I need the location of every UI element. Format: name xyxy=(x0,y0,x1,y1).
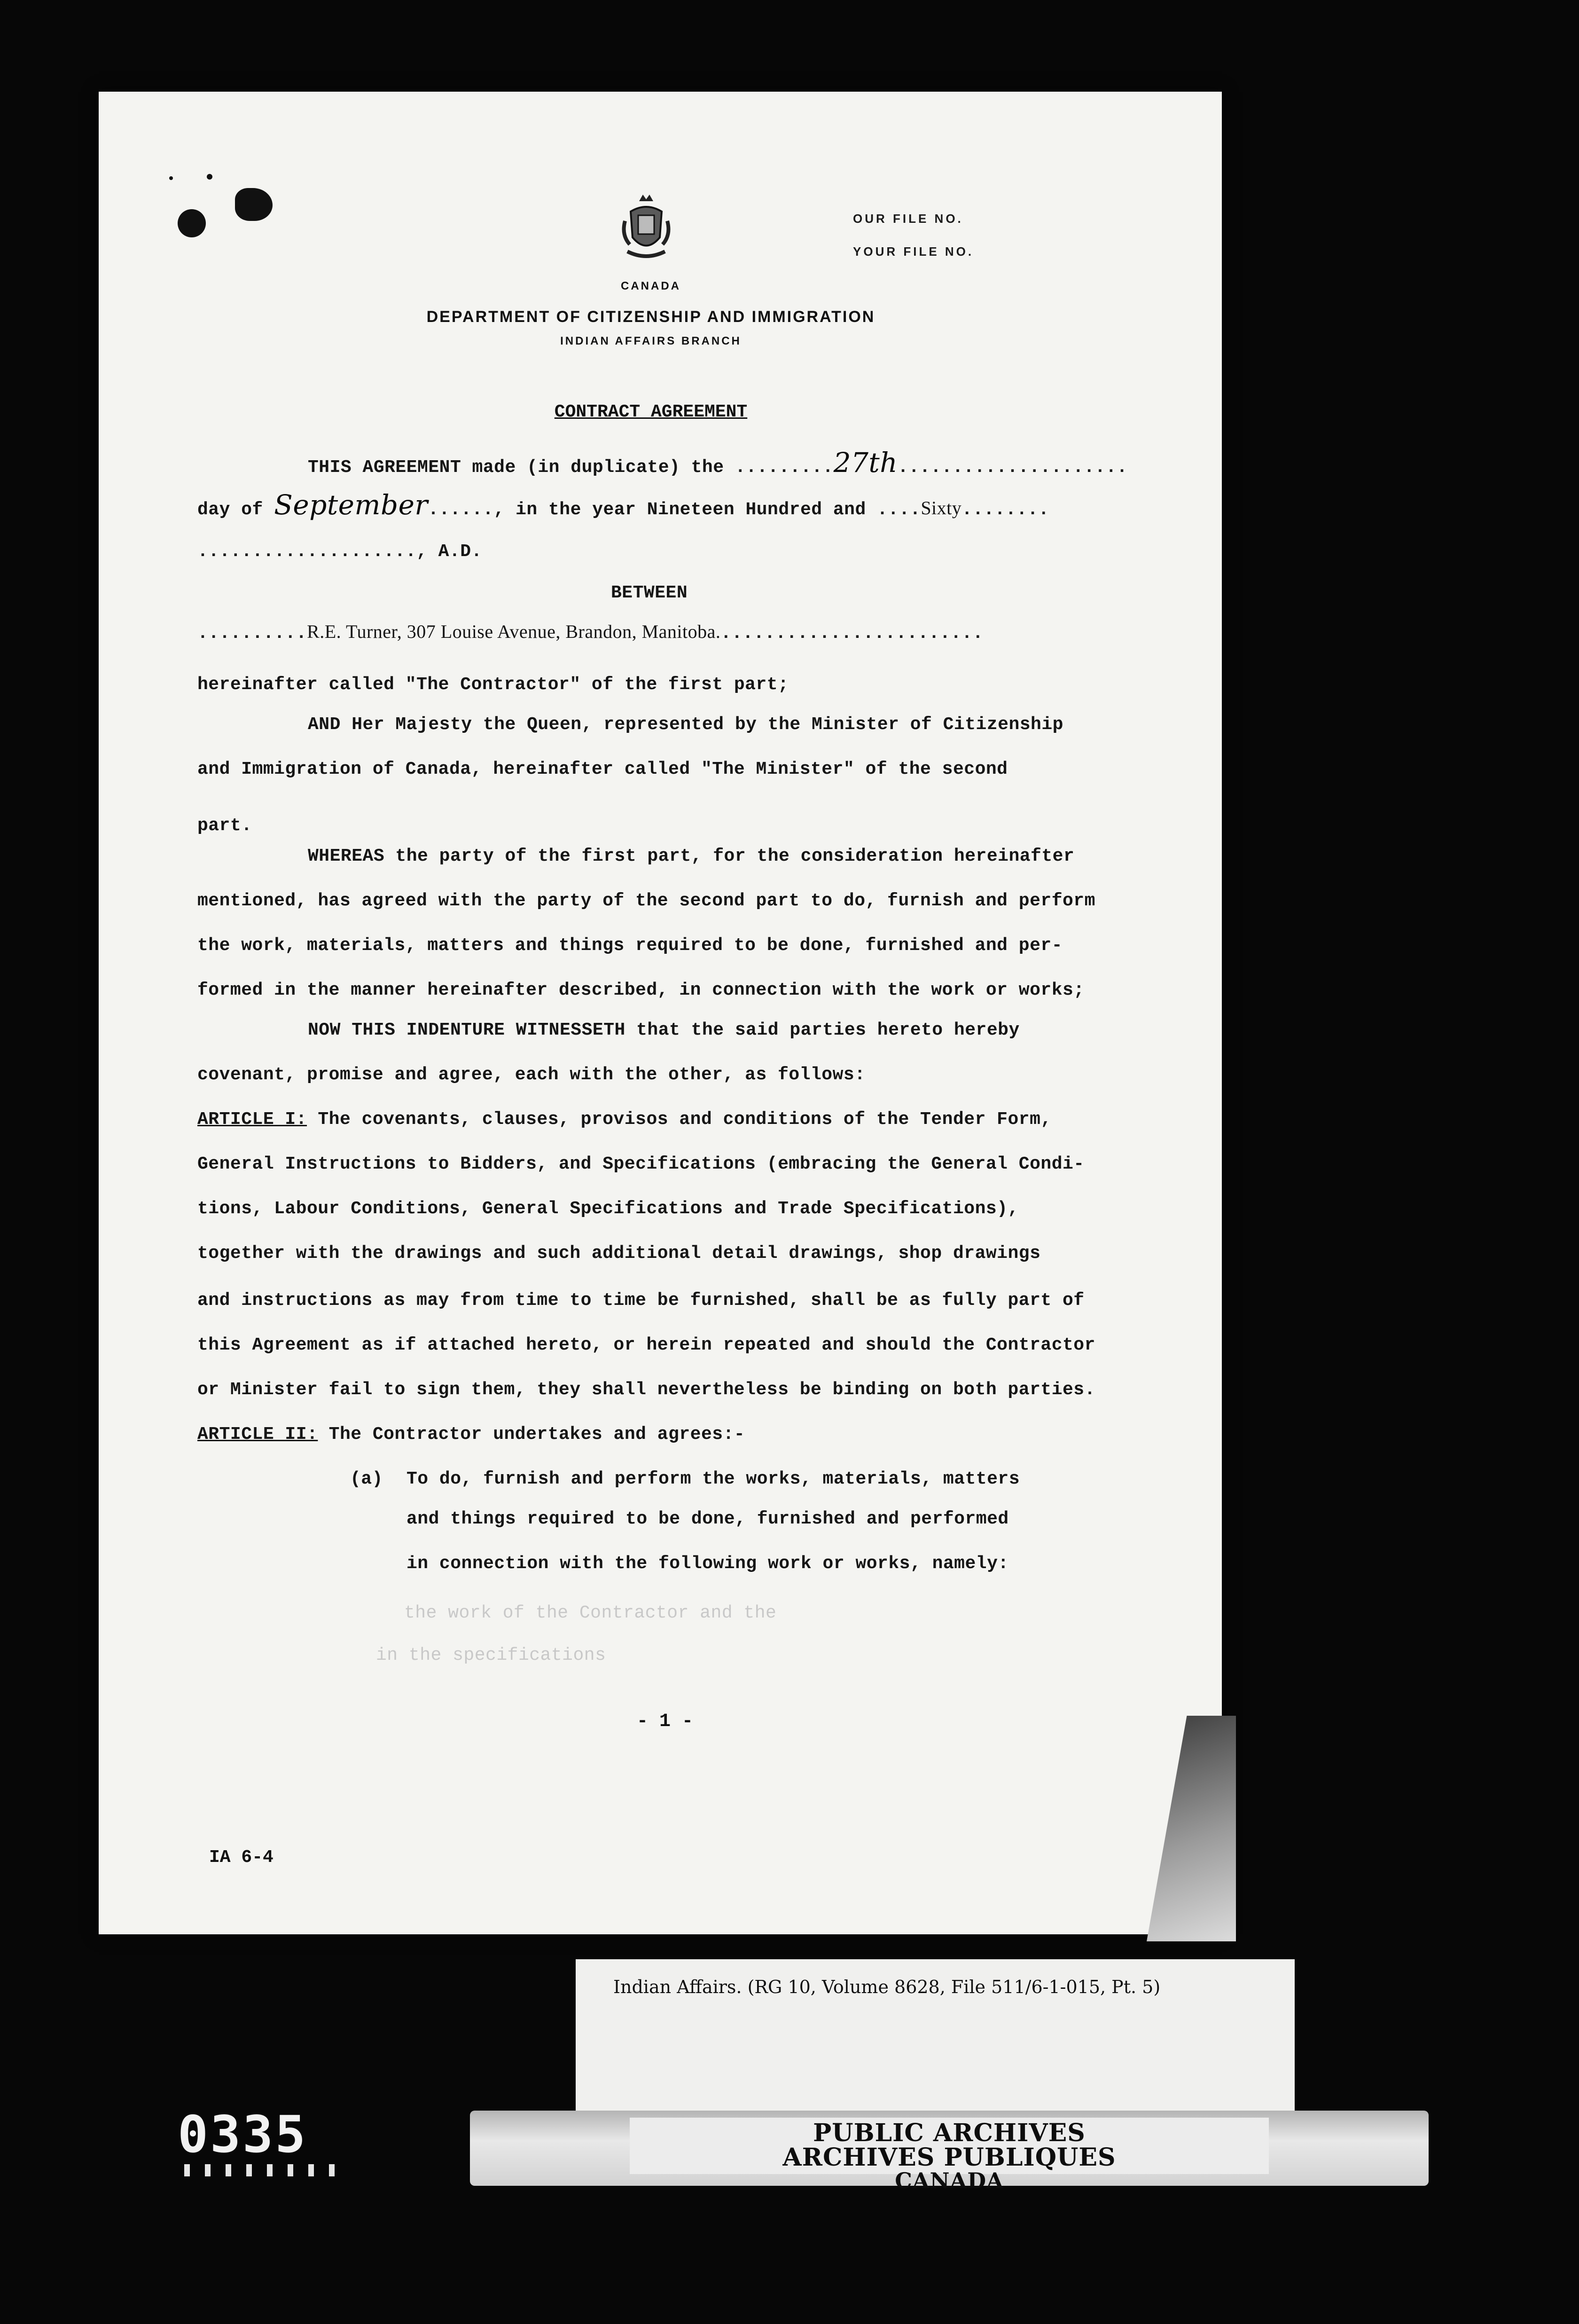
frame-number: 0335 xyxy=(178,2110,308,2160)
minister-line: and Immigration of Canada, hereinafter called "The Minister" of the second xyxy=(197,759,1008,779)
document-title xyxy=(0,402,1302,422)
clause-a-label: (a) xyxy=(350,1469,383,1489)
article-1-line: or Minister fail to sign them, they shall nevertheless be binding on both parties. xyxy=(197,1380,1095,1400)
article-1-line: together with the drawings and such additional detail drawings, shop drawings xyxy=(197,1243,1041,1264)
whereas-line: formed in the manner hereinafter described, in connection with the work or works; xyxy=(197,980,1085,1000)
article-2-line xyxy=(197,1424,745,1445)
minister-line: part. xyxy=(197,816,252,836)
archive-stamp-line: CANADA xyxy=(895,2168,1004,2193)
typed-year: Sixty xyxy=(921,497,962,518)
year-text: ......, in the year Nineteen Hundred and .... xyxy=(428,500,921,520)
handwritten-month: September xyxy=(274,489,428,521)
bleed-through-text: the work of the Contractor and the xyxy=(404,1603,777,1623)
dot-leader: ..................... xyxy=(898,457,1128,478)
article-1-line: tions, Labour Conditions, General Specifications and Trade Specifications), xyxy=(197,1199,1019,1219)
clause-a-line: To do, furnish and perform the works, materials, matters xyxy=(406,1469,1020,1489)
witnesseth-line: covenant, promise and agree, each with the other, as follows: xyxy=(197,1065,866,1085)
contractor-name-address: R.E. Turner, 307 Louise Avenue, Brandon, Manitoba. xyxy=(307,621,721,642)
ink-blot xyxy=(235,188,273,221)
article-1-line: and instructions as may from time to time be furnished, shall be as fully part of xyxy=(197,1290,1085,1311)
between-heading: BETWEEN xyxy=(611,583,688,603)
our-file-no-label: OUR FILE NO. xyxy=(853,212,963,226)
minister-line: AND Her Majesty the Queen, represented by the Minister of Citizenship xyxy=(308,714,1063,735)
department-heading: DEPARTMENT OF CITIZENSHIP AND IMMIGRATION xyxy=(426,308,875,326)
clause-a-line: in connection with the following work or works, namely: xyxy=(406,1554,1009,1574)
contractor-called-line: hereinafter called "The Contractor" of the first part; xyxy=(197,675,789,695)
dot-leader: ......... xyxy=(735,457,834,478)
contractor-line xyxy=(197,620,984,644)
film-ticks xyxy=(184,2164,335,2176)
article-1-text: The covenants, clauses, provisos and conditions of the Tender Form, xyxy=(307,1109,1052,1130)
archive-reference: Indian Affairs. (RG 10, Volume 8628, File 511/6-1-015, Pt. 5) xyxy=(613,1977,1161,1997)
ink-speck xyxy=(169,176,173,180)
witnesseth-line: NOW THIS INDENTURE WITNESSETH that the said parties hereto hereby xyxy=(308,1020,1020,1040)
whereas-line: the work, materials, matters and things required to be done, furnished and per- xyxy=(197,935,1063,956)
document-page xyxy=(99,92,1222,1934)
archive-stamp-line: PUBLIC ARCHIVES xyxy=(813,2119,1086,2147)
article-1-label: ARTICLE I: xyxy=(197,1109,307,1130)
dot-leader: ........................ xyxy=(720,623,984,644)
whereas-line: mentioned, has agreed with the party of the second part to do, furnish and perform xyxy=(197,891,1095,911)
dot-leader: ........ xyxy=(961,500,1049,520)
whereas-line: WHEREAS the party of the first part, for the consideration hereinafter xyxy=(308,846,1075,866)
opening-text: THIS AGREEMENT made (in duplicate) the xyxy=(308,457,735,478)
coat-of-arms-icon xyxy=(620,193,672,263)
title-text: CONTRACT AGREEMENT xyxy=(554,402,748,422)
opening-line-3: ...................., A.D. xyxy=(197,542,482,562)
ink-speck xyxy=(207,174,212,180)
country-heading: CANADA xyxy=(621,280,681,292)
your-file-no-label: YOUR FILE NO. xyxy=(853,244,974,259)
article-1-line: this Agreement as if attached hereto, or herein repeated and should the Contractor xyxy=(197,1335,1095,1355)
archive-stamp-line: ARCHIVES PUBLIQUES xyxy=(782,2143,1116,2172)
article-1-line xyxy=(197,1109,1052,1130)
form-code: IA 6-4 xyxy=(209,1847,274,1868)
bleed-through-text: in the specifications xyxy=(376,1645,606,1665)
day-of-label: day of xyxy=(197,500,274,520)
article-2-label: ARTICLE II: xyxy=(197,1424,318,1445)
branch-heading: INDIAN AFFAIRS BRANCH xyxy=(560,335,742,347)
dot-leader: .......... xyxy=(197,623,307,644)
handwritten-day: 27th xyxy=(833,447,898,479)
article-2-text: The Contractor undertakes and agrees:- xyxy=(318,1424,745,1445)
article-1-line: General Instructions to Bidders, and Specifications (embracing the General Condi- xyxy=(197,1154,1085,1174)
ink-blot xyxy=(178,209,206,237)
opening-line-2 xyxy=(197,489,1049,521)
clause-a-line: and things required to be done, furnished and performed xyxy=(406,1509,1009,1529)
page-number: - 1 - xyxy=(636,1711,694,1732)
opening-line-1 xyxy=(308,447,1127,479)
